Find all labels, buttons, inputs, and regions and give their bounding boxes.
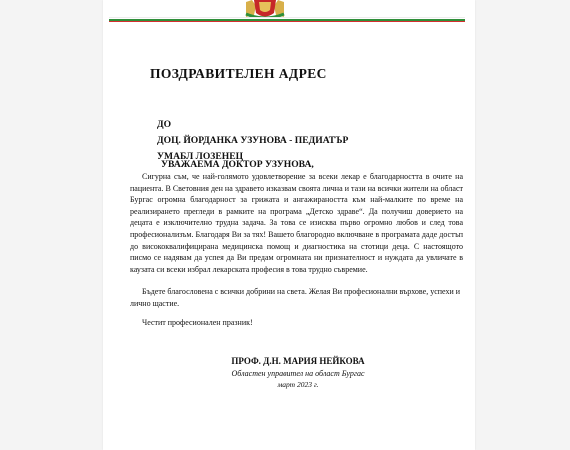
signature-block — [218, 356, 378, 389]
recipient-name: ДОЦ. ЙОРДАНКА УЗУНОВА - ПЕДИАТЪР — [157, 135, 349, 146]
body-paragraph: Сигурна съм, че най-голямото удовлетворение за всеки лекар е благодарността в очите на пациента. В Световния ден на здравето изказвам своята лична и тази на всички жители на област Бургас огромна благодарност за грижата и ангажираността към най-малките по време на реализирането прегледи в рамките на програма „Детско здраве“. Да получиш доверието на децата е изключително трудна задача. За това се изисква първо огромно любов и след това професионализъм. Благодаря Ви за тях! Вашето благородно включване в програмата даде достъп до висококвалифицирана медицинска помощ и диагностика на стотици деца. С настоящото писмо се надявам да успея да Ви предам огромната ни признателност и нуждата да увличате в каузата си всеки избрал лекарската професия в това трудно съвремие. — [130, 172, 463, 274]
flag-stripe — [109, 17, 465, 21]
recipient-institution: УМАБЛ ЛОЗЕНЕЦ — [157, 151, 244, 162]
closing-block — [130, 286, 465, 329]
recipient-to: ДО — [157, 119, 172, 130]
letter-body — [130, 171, 463, 275]
recipient-block — [157, 117, 348, 165]
greeting: УВАЖАЕМА ДОКТОР УЗУНОВА, — [161, 159, 314, 170]
signatory-name: ПРОФ. Д.Н. МАРИЯ НЕЙКОВА — [231, 356, 365, 366]
closing-blessing: Бъдете благословена с всички добрини на света. Желая Ви професионални върхове, успехи и лично щастие. — [130, 287, 461, 308]
signature-date: март 2023 г. — [277, 380, 319, 389]
document-title: ПОЗДРАВИТЕЛЕН АДРЕС — [150, 66, 327, 81]
signatory-title: Областен управител на област Бургас — [231, 369, 365, 378]
flag-red — [109, 21, 465, 22]
closing-wish: Честит професионален празник! — [142, 318, 253, 327]
